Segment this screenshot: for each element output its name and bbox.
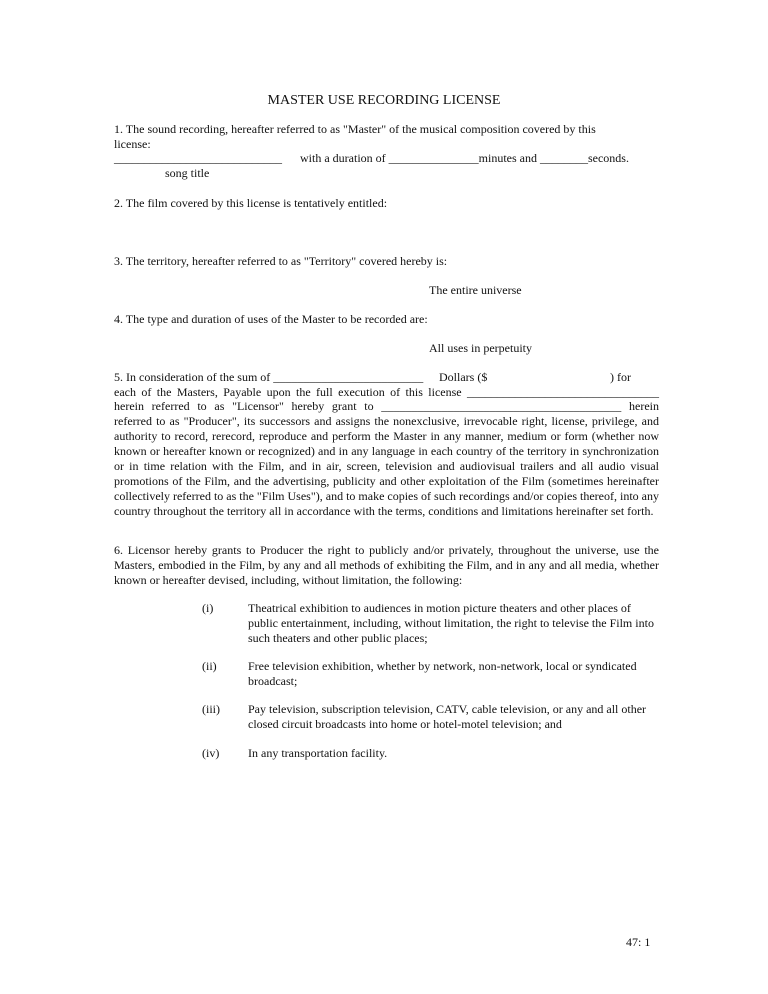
section-5-line-3: herein referred to as "Licensor" hereby grant to ________________________________________ herein bbox=[114, 399, 659, 413]
section-5-line-1c: ) for bbox=[610, 370, 631, 384]
item-ii-number: (ii) bbox=[202, 659, 217, 673]
uses-value: All uses in perpetuity bbox=[429, 341, 532, 355]
song-title-label: song title bbox=[165, 166, 210, 180]
item-iii-text: Pay television, subscription television, CATV, cable television, or any and all other closed circuit broadcasts into home or hotel-motel television; and bbox=[248, 702, 647, 731]
document-title: MASTER USE RECORDING LICENSE bbox=[267, 93, 501, 108]
item-iv-text: In any transportation facility. bbox=[248, 746, 388, 760]
section-4-text: 4. The type and duration of uses of the Master to be recorded are: bbox=[114, 312, 428, 326]
section-1-line-2: license: bbox=[114, 137, 151, 151]
section-5-line-2: each of the Masters, Payable upon the full execution of this license ________________________________ bbox=[114, 385, 659, 399]
territory-value: The entire universe bbox=[429, 283, 522, 297]
duration-line: with a duration of _______________minutes and ________seconds. bbox=[300, 151, 629, 165]
item-iv-number: (iv) bbox=[202, 746, 220, 760]
section-5-body: referred to as "Producer", its successors and assigns the nonexclusive, irrevocable right, license, privilege, and authority to record, rerecord, reproduce and perform the Master in any manner, medium or form (whether now known or hereafter known or recognized) and in any language in each country of the territory in synchronization or in time relation with the Film, and in air, screen, television and audiovisual trailers and all audio visual promotions of the Film, and the advertising, publicity and other exploitation of the Film (sometimes hereinafter collectively referred to as the "Film Uses"), and to make copies of such recordings and/or copies thereof, into any country throughout the territory all in accordance with the terms, conditions and limitations hereinafter set forth. bbox=[114, 414, 659, 518]
section-5-line-1b: Dollars ($ bbox=[439, 370, 488, 384]
section-1-line-1: 1. The sound recording, hereafter referred to as "Master" of the musical composition covered by this bbox=[114, 122, 596, 136]
page-number: 47: 1 bbox=[626, 935, 651, 949]
item-i-number: (i) bbox=[202, 601, 214, 615]
item-iii-number: (iii) bbox=[202, 702, 220, 716]
section-6-text: 6. Licensor hereby grants to Producer the right to publicly and/or privately, throughout the universe, use the Masters, embodied in the Film, by any and all methods of exhibiting the Film, and in any and all media, whether known or hereafter devised, including, without limitation, the following: bbox=[114, 543, 659, 587]
song-title-blank: ____________________________ bbox=[114, 151, 282, 165]
item-ii-text: Free television exhibition, whether by network, non-network, local or syndicated broadcast; bbox=[248, 659, 637, 688]
section-2-text: 2. The film covered by this license is tentatively entitled: bbox=[114, 196, 388, 210]
section-3-text: 3. The territory, hereafter referred to as "Territory" covered hereby is: bbox=[114, 254, 448, 268]
section-5-line-1a: 5. In consideration of the sum of _________________________ bbox=[114, 370, 424, 384]
item-i-text: Theatrical exhibition to audiences in motion picture theaters and other places of public entertainment, including, without limitation, the right to televise the Film into such theaters and other public places; bbox=[248, 601, 654, 645]
